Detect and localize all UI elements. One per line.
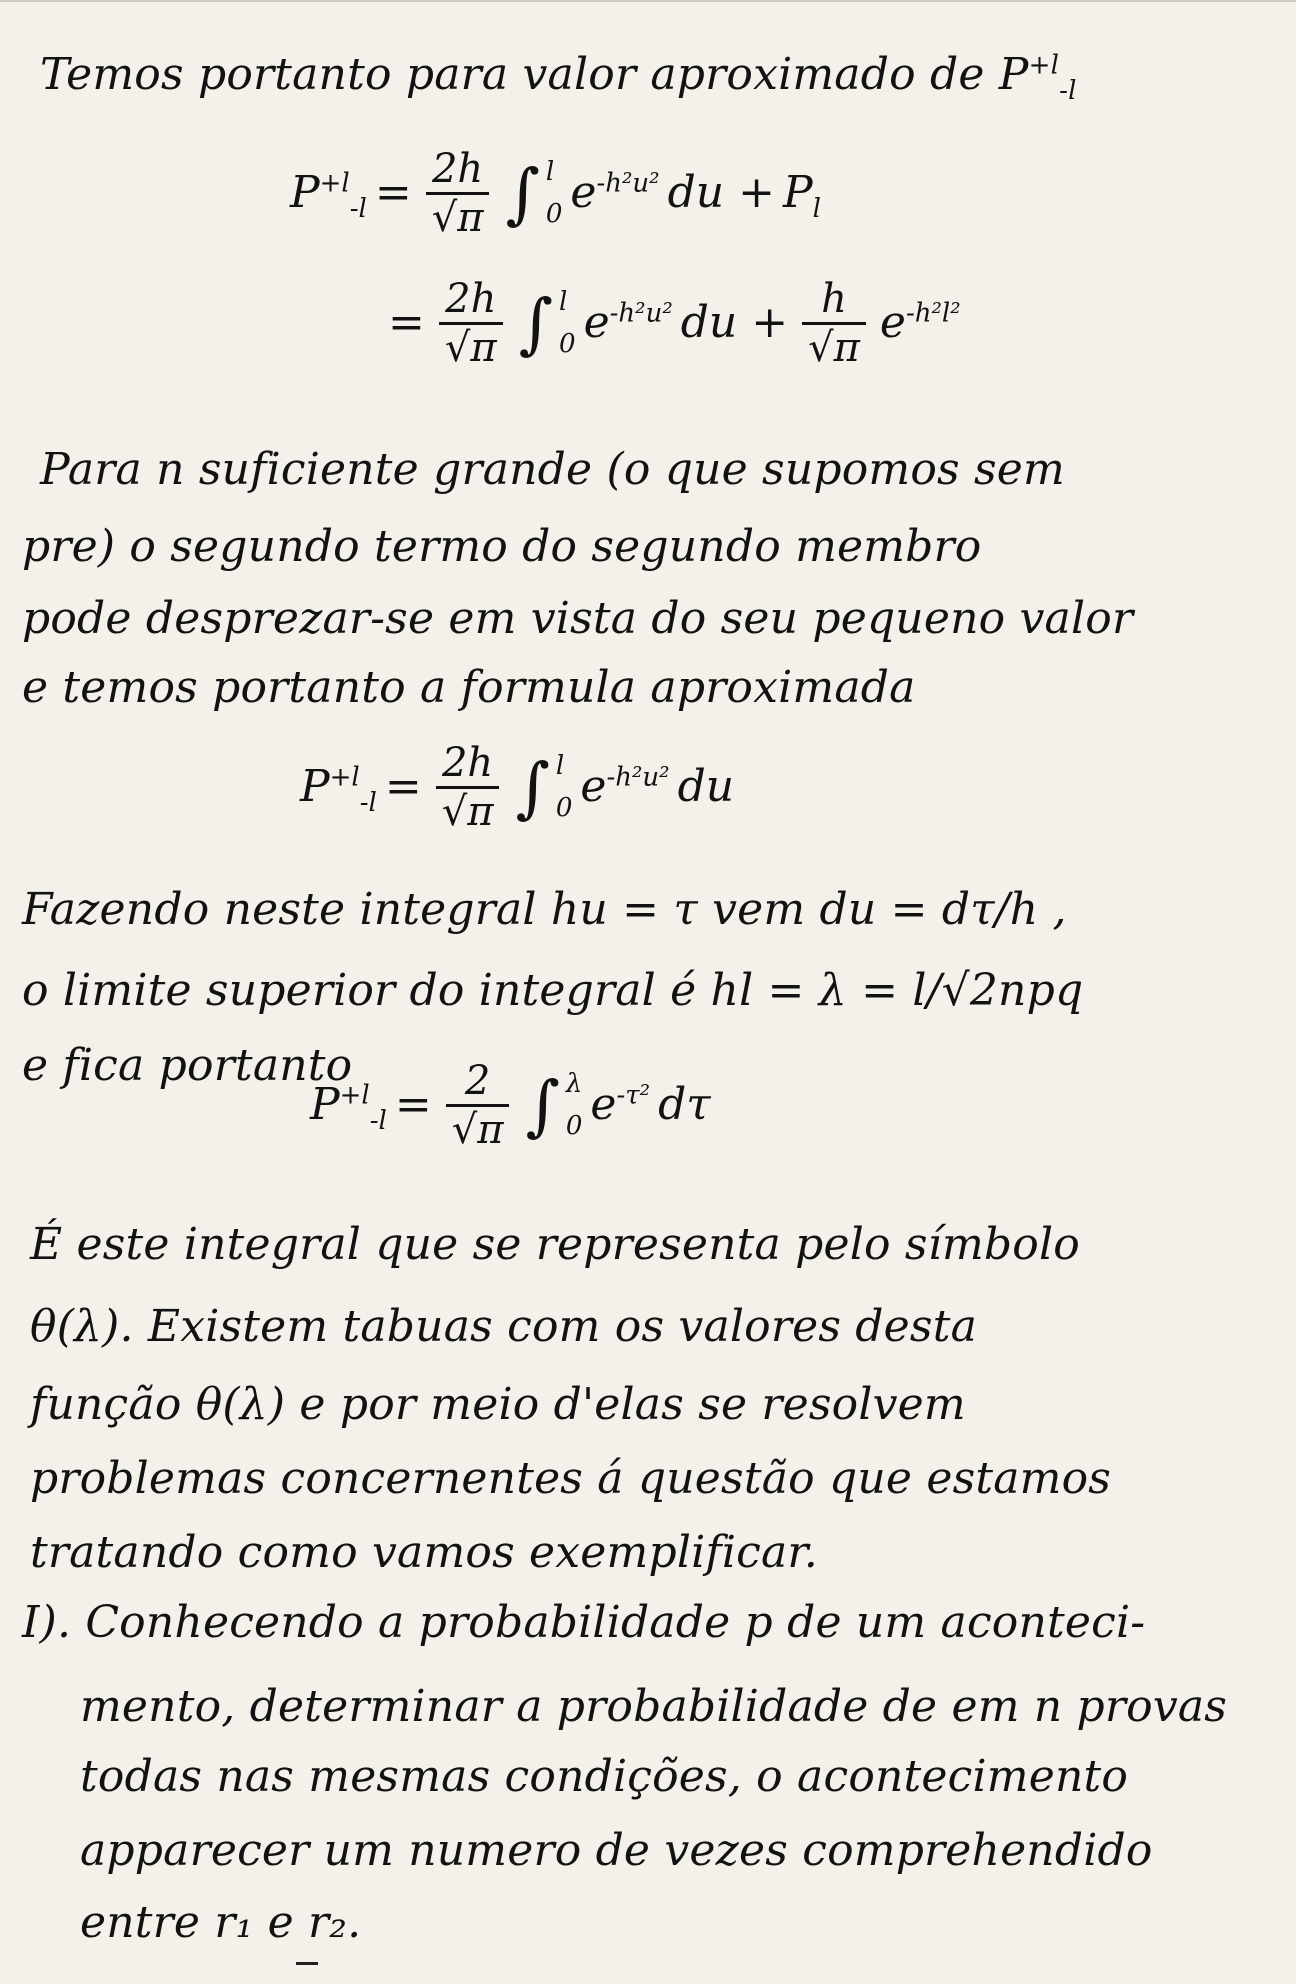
- eq3-equals: =: [384, 761, 422, 813]
- eq2-integrand: $e^{-h^2u^2}$: [583, 297, 673, 349]
- eq1-equals: =: [374, 167, 412, 219]
- page-mark: [296, 1962, 318, 1965]
- eq4-equals: =: [394, 1079, 432, 1131]
- text-line-7: o limite superior do integral é hl = λ = l/√2npq: [22, 965, 1084, 1016]
- eq1-fraction: $\frac{2h}{√\pi}$: [426, 148, 490, 239]
- text-line-3: pre) o segundo termo do segundo membro: [22, 521, 982, 572]
- eq3-integrand: $e^{-h^2u^2}$: [580, 761, 670, 813]
- text-line-12: problemas concernentes á questão que estamos: [30, 1453, 1112, 1504]
- eq2-tail: $e^{-h^2l^2}$: [879, 297, 961, 349]
- eq3-differential: du: [677, 761, 735, 813]
- eq2-equals: =: [388, 297, 425, 349]
- header-symbol: $P^{+l}_{-l}$: [998, 49, 1077, 106]
- eq4-lhs: $P^{+l}_{-l}$: [310, 1079, 387, 1136]
- eq1-integrand: $e^{-h^2u^2}$: [570, 167, 660, 219]
- text-line-4: pode desprezar-se em vista do seu pequeno valor: [22, 593, 1134, 644]
- eq4-integrand: $e^{-\tau^2}$: [590, 1079, 651, 1131]
- eq2-fraction-2: $\frac{h}{√\pi}$: [802, 278, 866, 369]
- integral-sign-icon: ∫: [518, 284, 554, 362]
- eq3-fraction: $\frac{2h}{√\pi}$: [436, 742, 500, 833]
- text-line-6: Fazendo neste integral hu = τ vem du = dτ/h ,: [22, 884, 1067, 935]
- text-line-5: e temos portanto a formula aproximada: [22, 662, 916, 713]
- eq4-fraction: $\frac{2}{√\pi}$: [446, 1060, 510, 1151]
- text-line-17: apparecer um numero de vezes comprehendido: [80, 1825, 1153, 1876]
- text-line-1-text: Temos portanto para valor aproximado de: [40, 49, 985, 100]
- eq4-limits: λ 0: [565, 1068, 583, 1142]
- text-line-15: mento, determinar a probabilidade de em n provas: [80, 1681, 1228, 1732]
- text-line-18: entre r₁ e r₂.: [80, 1897, 362, 1948]
- eq4-differential: dτ: [658, 1079, 711, 1131]
- integral-sign-icon: ∫: [505, 154, 540, 232]
- text-line-10: θ(λ). Existem tabuas com os valores desta: [30, 1301, 978, 1352]
- eq2-fraction: $\frac{2h}{√\pi}$: [439, 278, 503, 369]
- text-line-1: [40, 49, 1077, 106]
- equation-2: [388, 278, 961, 369]
- eq1-lhs: $P^{+l}_{-l}$: [290, 167, 367, 224]
- eq3-limits: l 0: [555, 750, 573, 824]
- integral-sign-icon: ∫: [525, 1066, 560, 1144]
- text-line-9: É este integral que se representa pelo símbolo: [30, 1219, 1080, 1270]
- eq2-differential: du +: [680, 297, 789, 349]
- eq3-lhs: $P^{+l}_{-l}$: [300, 761, 377, 818]
- text-line-14: I). Conhecendo a probabilidade p de um aconteci-: [22, 1597, 1146, 1648]
- equation-4: [310, 1060, 711, 1151]
- equation-1: [290, 148, 821, 239]
- eq1-tail: $P_l$: [782, 167, 821, 224]
- integral-sign-icon: ∫: [515, 748, 550, 826]
- text-line-11: função θ(λ) e por meio d'elas se resolvem: [30, 1379, 966, 1430]
- text-line-2: Para n suficiente grande (o que supomos sem: [40, 444, 1065, 495]
- text-line-8: e fica portanto: [22, 1040, 353, 1091]
- text-line-16: todas nas mesmas condições, o acontecimento: [80, 1751, 1129, 1802]
- eq1-limits: l 0: [545, 156, 563, 230]
- eq2-limits: l 0: [559, 286, 576, 360]
- eq1-differential: du +: [667, 167, 775, 219]
- equation-3: [300, 742, 734, 833]
- text-line-13: tratando como vamos exemplificar.: [30, 1527, 818, 1578]
